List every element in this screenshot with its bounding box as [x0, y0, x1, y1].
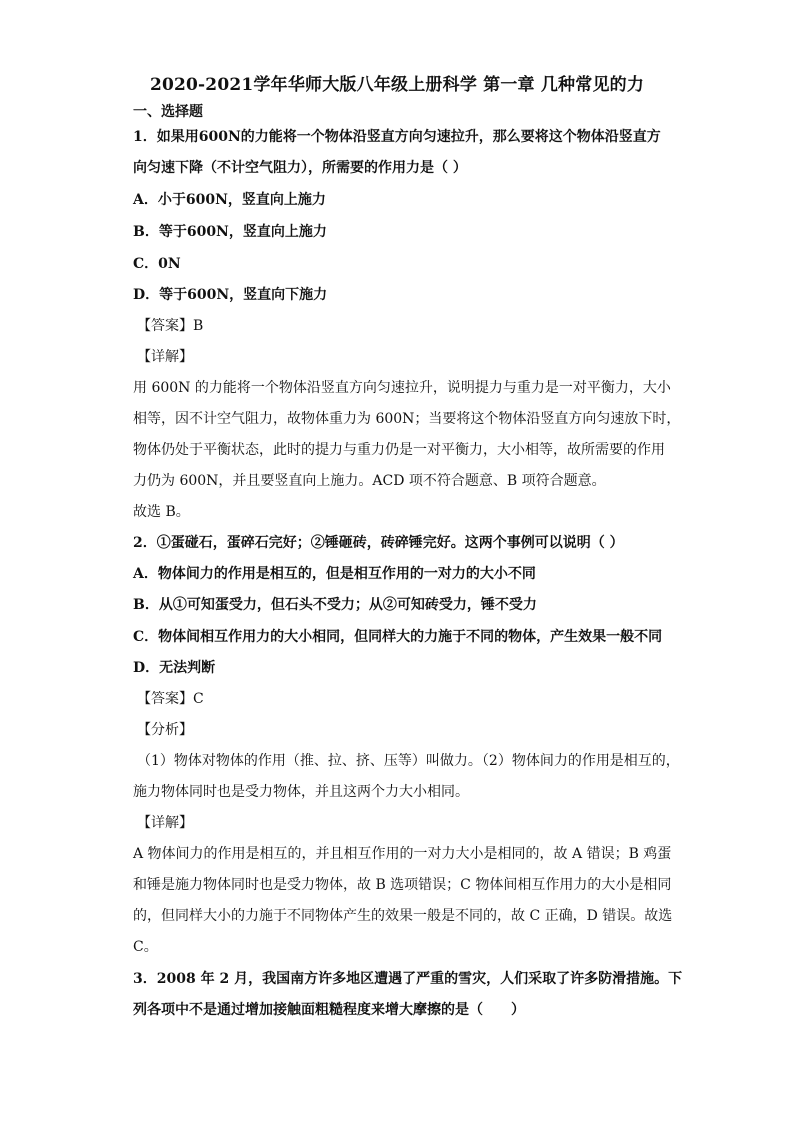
q1-detail-line-1: 用 600N 的力能将一个物体沿竖直方向匀速拉升，说明提力与重力是一对平衡力，大小	[133, 380, 671, 396]
q2-answer: 【答案】C	[137, 691, 204, 707]
q1-option-b: B．等于600N，竖直向上施力	[133, 224, 327, 240]
q2-detail-line-4: C。	[133, 939, 158, 955]
q1-option-d: D．等于600N，竖直向下施力	[133, 287, 328, 303]
q1-conclusion: 故选 B。	[133, 504, 190, 520]
q2-analysis-label: 【分析】	[137, 722, 193, 738]
page-title: 2020-2021学年华师大版八年级上册科学 第一章 几种常见的力	[149, 75, 645, 95]
section-heading: 一、选择题	[133, 104, 203, 120]
q2-option-d: D．无法判断	[133, 660, 216, 676]
q2-analysis-line-2: 施力物体同时也是受力物体，并且这两个力大小相同。	[133, 784, 469, 800]
q1-detail-line-3: 物体仍处于平衡状态，此时的提力与重力仍是一对平衡力，大小相等，故所需要的作用	[133, 442, 665, 458]
q2-detail-line-1: A 物体间力的作用是相互的，并且相互作用的一对力大小是相同的，故 A 错误；B 鸡蛋	[133, 846, 672, 862]
q2-analysis-line-1: （1）物体对物体的作用（推、拉、挤、压等）叫做力。（2）物体间力的作用是相互的，	[137, 753, 680, 769]
q2-detail-line-2: 和锤是施力物体同时也是受力物体，故 B 选项错误；C 物体间相互作用力的大小是相同	[133, 877, 672, 893]
q2-stem: 2．①蛋碰石，蛋碎石完好；②锤砸砖，砖碎锤完好。这两个事例可以说明（ ）	[133, 535, 624, 551]
q3-stem-line-1: 3．2008 年 2 月，我国南方许多地区遭遇了严重的雪灾，人们采取了许多防滑措施。下	[133, 971, 683, 987]
q1-answer: 【答案】B	[137, 318, 204, 334]
q2-option-c: C．物体间相互作用力的大小相同，但同样大的力施于不同的物体，产生效果一般不同	[133, 629, 663, 645]
q1-stem-line-1: 1．如果用600N的力能将一个物体沿竖直方向匀速拉升，那么要将这个物体沿竖直方	[133, 129, 661, 145]
q1-option-a: A．小于600N，竖直向上施力	[133, 192, 326, 208]
q1-detail-line-2: 相等，因不计空气阻力，故物体重力为 600N；当要将这个物体沿竖直方向匀速放下时，	[133, 411, 681, 427]
q3-stem-line-2: 列各项中不是通过增加接触面粗糙程度来增大摩擦的是（ ）	[133, 1002, 525, 1018]
q2-option-b: B．从①可知蛋受力，但石头不受力；从②可知砖受力，锤不受力	[133, 597, 537, 613]
q1-option-c: C．0N	[133, 256, 181, 272]
q2-option-a: A．物体间力的作用是相互的，但是相互作用的一对力的大小不同	[133, 566, 536, 582]
q2-detail-label: 【详解】	[137, 815, 193, 831]
q1-detail-line-4: 力仍为 600N，并且要竖直向上施力。ACD 项不符合题意、B 项符合题意。	[133, 473, 606, 489]
q2-detail-line-3: 的，但同样大小的力施于不同物体产生的效果一般是不同的，故 C 正确，D 错误。故选	[133, 908, 673, 924]
q1-detail-label: 【详解】	[137, 349, 193, 365]
q1-stem-line-2: 向匀速下降（不计空气阻力），所需要的作用力是（ ）	[133, 160, 467, 176]
